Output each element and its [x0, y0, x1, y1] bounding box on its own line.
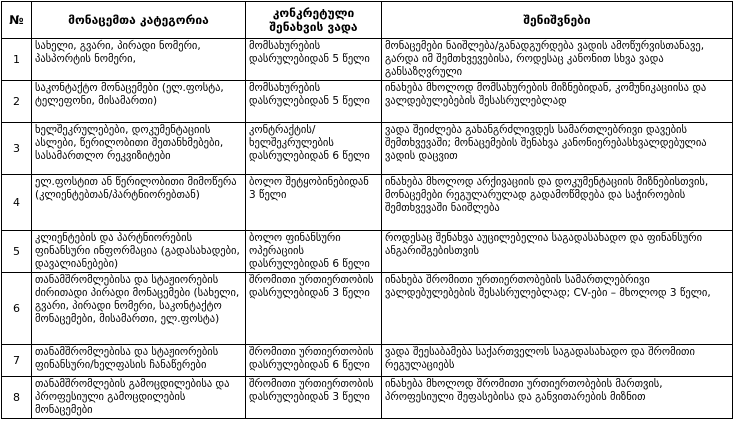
header-notes: შენიშვნები [382, 2, 733, 39]
row-num: 2 [2, 81, 32, 123]
row-category: თანამშრომლების გამოცდილებისა და პროფესიული გამოცდილების მონაცემები [32, 377, 246, 419]
header-retention: კონკრეტული შენახვის ვადა [246, 2, 382, 39]
table-row [2, 377, 733, 419]
row-retention: შრომითი ურთიერთობის დასრულებიდან 3 წელი [246, 273, 382, 345]
row-num: 7 [2, 345, 32, 377]
header-num: № [2, 2, 32, 39]
row-notes: ინახება მხოლოდ არქივაციის და დოკუმენტაციის მიზნებისთვის, მონაცემები რეგულარულად გადამოწმდება და საჭიროების შემთხვევაში ნაიშლება [382, 175, 733, 231]
table-row [2, 81, 733, 123]
row-category: თანამშრომლებისა და სტაჟიორების ძირითადი პირადი მონაცემები (სახელი, გვარი, პირადი ნომერი, საკონტაქტო მონაცემები, მისამართი, ელ.ფოსტა) [32, 273, 246, 345]
row-category: ელ.ფოსტით ან წერილობითი მიმოწერა (კლიენტებთან/პარტნიორებთან) [32, 175, 246, 231]
row-retention: შრომითი ურთიერთობის დასრულებიდან 6 წელი [246, 345, 382, 377]
table-row [2, 273, 733, 345]
header-category: მონაცემთა კატეგორია [32, 2, 246, 39]
row-num: 5 [2, 231, 32, 273]
row-category: ხელშეკრულებები, დოკუმენტაციის ასლები, წერილობითი შეთანხმებები, სასამართლო რეკვიზიტები [32, 123, 246, 175]
row-num: 1 [2, 39, 32, 81]
row-retention: კონტრაქტის/ხელშეკრულების დასრულებიდან 6 წელი [246, 123, 382, 175]
row-retention: მომსახურების დასრულებიდან 5 წელი [246, 39, 382, 81]
row-notes: ინახება მხოლოდ შრომითი ურთიერთობების მართვის, პროფესიული შეფასებისა და განვითარების მიზნით [382, 377, 733, 419]
table-row [2, 39, 733, 81]
row-category: საკონტაქტო მონაცემები (ელ.ფოსტა, ტელეფონი, მისამართი) [32, 81, 246, 123]
table-row [2, 123, 733, 175]
row-notes: ვადა შეესაბამება საქართველოს საგადასახადო და შრომითი რეგულაციებს [382, 345, 733, 377]
row-notes: მონაცემები ნაიშლება/განადგურდება ვადის ამოწურვისთანავე, გარდა იმ შემთხვევებისა, როდესაც კანონით სხვა ვადა განსაზღვრული [382, 39, 733, 81]
row-num: 6 [2, 273, 32, 345]
row-num: 8 [2, 377, 32, 419]
row-retention: მომსახურების დასრულებიდან 5 წელი [246, 81, 382, 123]
retention-table [1, 1, 733, 419]
row-retention: ბოლო შეტყობინებიდან 3 წელი [246, 175, 382, 231]
row-num: 4 [2, 175, 32, 231]
row-notes: ინახება შრომითი ურთიერთობების სამართლებრივი ვალდებულებების შესასრულებლად; CV-ები – მხოლოდ 3 წელი, [382, 273, 733, 345]
row-category: თანამშრომლებისა და სტაჟიორების ფინანსური/ხელფასის ჩანაწერები [32, 345, 246, 377]
row-num: 3 [2, 123, 32, 175]
table-row [2, 231, 733, 273]
table-header-row [2, 2, 733, 39]
row-retention: ბოლო ფინანსური ოპერაციის დასრულებიდან 6 წელი [246, 231, 382, 273]
row-category: სახელი, გვარი, პირადი ნომერი, პასპორტის ნომერი, [32, 39, 246, 81]
row-notes: ვადა შეიძლება გახანგრძლივდეს სამართლებრივი დავების შემთხვევაში; მონაცემების შენახვა კანონიერებასხვალდებულია ვადის დაცვით [382, 123, 733, 175]
row-notes: ინახება მხოლოდ მომსახურების მიზნებიდან, კომუნიკაციისა და ვალდებულებების შესასრულებლად [382, 81, 733, 123]
row-notes: როდესაც შენახვა აუცილებელია საგადასახადო და ფინანსური ანგარიშგებისთვის [382, 231, 733, 273]
table-row [2, 175, 733, 231]
table-row [2, 345, 733, 377]
row-category: კლიენტების და პარტნიორების ფინანსური ინფორმაცია (გადასახადები, დავალიანებები) [32, 231, 246, 273]
row-retention: შრომითი ურთიერთობის დასრულებიდან 3 წელი [246, 377, 382, 419]
